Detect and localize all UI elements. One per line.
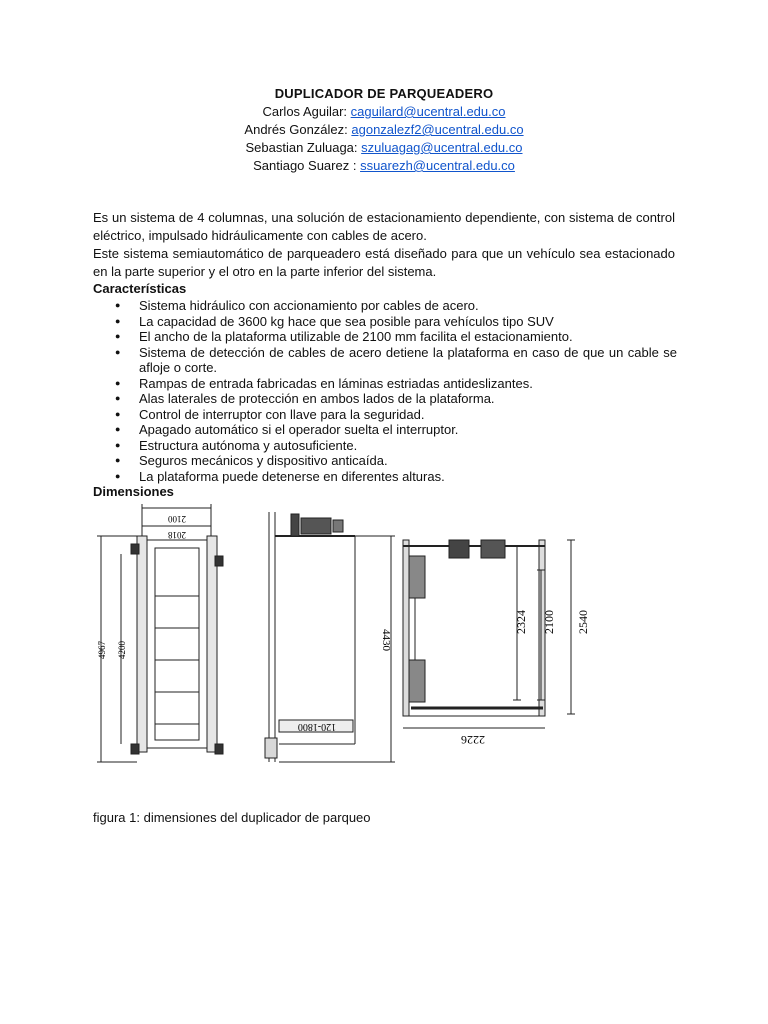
top-view [97, 504, 223, 762]
list-item: ● La plataforma puede detenerse en diferentes alturas. [93, 469, 677, 485]
dim-inner-width: 2018 [168, 530, 186, 540]
author-line [0, 122, 768, 137]
dim-top-width: 2100 [168, 514, 186, 524]
list-item: ● Control de interruptor con llave para la seguridad. [93, 407, 677, 423]
author-email-link[interactable]: caguilard@ucentral.edu.co [350, 104, 506, 119]
dim-front-h2: 2100 [542, 610, 556, 634]
dim-side-height: 4430 [380, 629, 392, 651]
author-name: Carlos Aguilar: [262, 104, 351, 119]
author-line [0, 104, 768, 119]
intro-paragraph-1: Es un sistema de 4 columnas, una solución de estacionamiento dependiente, con sistema de control eléctrico, impulsado hidráulicamente con cables de acero. [93, 210, 675, 243]
intro-paragraph-2: Este sistema semiautomático de parqueadero está diseñado para que un vehículo sea estacionado en la parte superior y el otro en la parte inferior del sistema. [93, 246, 675, 279]
dim-front-h1: 2324 [514, 610, 528, 634]
figure-caption: figura 1: dimensiones del duplicador de parqueo [93, 810, 371, 825]
list-item: ● Sistema de detección de cables de acero detiene la plataforma en caso de que un cable se afloje o corte. [93, 345, 677, 376]
author-name: Santiago Suarez : [253, 158, 361, 173]
features-list [93, 298, 677, 484]
author-email-link[interactable]: szuluagag@ucentral.edu.co [361, 140, 523, 155]
author-name: Andrés González: [244, 122, 352, 137]
list-item: ● Estructura autónoma y autosuficiente. [93, 438, 677, 454]
list-item: ● Sistema hidráulico con accionamiento por cables de acero. [93, 298, 677, 314]
dim-front-h3: 2540 [576, 610, 590, 634]
author-line [0, 158, 768, 173]
author-email-link[interactable]: ssuarezh@ucentral.edu.co [360, 158, 515, 173]
document-title: DUPLICADOR DE PARQUEADERO [274, 86, 494, 101]
dimensions-drawing [93, 500, 595, 768]
dim-total-length: 4967 [97, 641, 107, 659]
dim-adjust-range: 120-1800 [297, 721, 337, 732]
author-email-link[interactable]: agonzalezf2@ucentral.edu.co [351, 122, 524, 137]
author-line [0, 140, 768, 155]
list-item: ● Alas laterales de protección en ambos lados de la plataforma. [93, 391, 677, 407]
features-heading: Características [93, 281, 187, 296]
dim-inner-length: 4200 [117, 641, 127, 659]
author-name: Sebastian Zuluaga: [245, 140, 362, 155]
list-item: ● Rampas de entrada fabricadas en láminas estriadas antideslizantes. [93, 376, 677, 392]
dim-front-width: 2226 [461, 733, 485, 747]
list-item: ● La capacidad de 3600 kg hace que sea posible para vehículos tipo SUV [93, 314, 677, 330]
list-item: ● Seguros mecánicos y dispositivo anticaída. [93, 453, 677, 469]
list-item: ● El ancho de la plataforma utilizable de 2100 mm facilita el estacionamiento. [93, 329, 677, 345]
list-item: ● Apagado automático si el operador suelta el interruptor. [93, 422, 677, 438]
dimensions-heading: Dimensiones [93, 484, 174, 499]
